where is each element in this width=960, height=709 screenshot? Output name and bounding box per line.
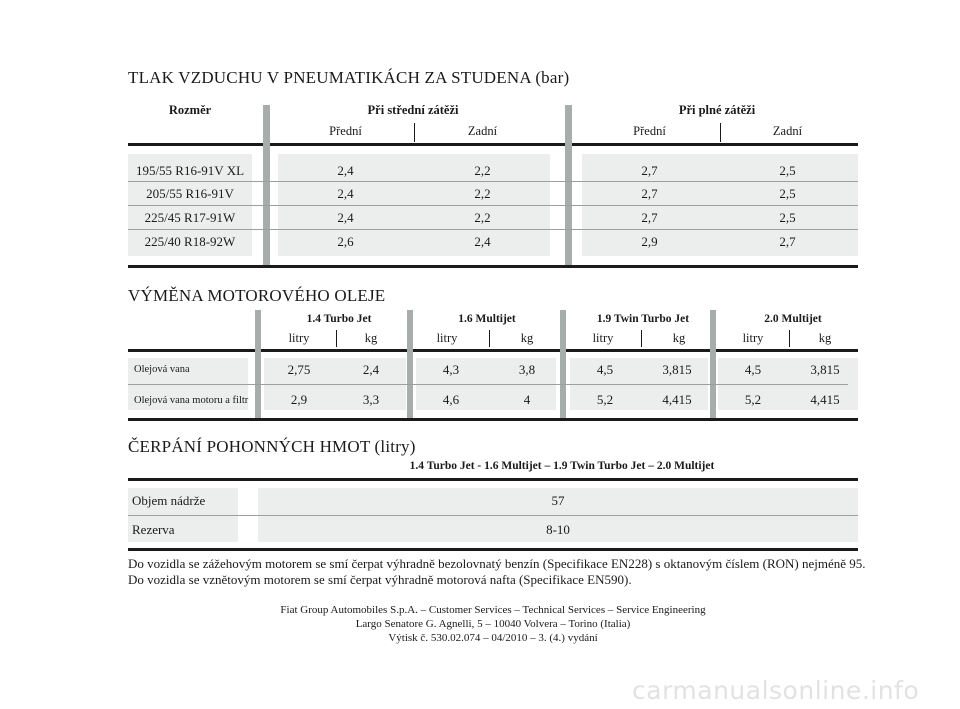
full-rear-value: 2,7 <box>779 234 796 249</box>
oil-value: 3,815 <box>810 362 840 377</box>
unit-kg: kg <box>364 331 378 345</box>
full-front-value: 2,7 <box>641 210 658 225</box>
oil-value: 5,2 <box>596 392 614 407</box>
oil-top-rule <box>128 349 858 352</box>
unit-divider <box>336 330 337 347</box>
mid-rear-value: 2,2 <box>474 186 491 201</box>
oil-row-label: Olejová vana <box>134 364 190 375</box>
oil-value: 3,3 <box>362 392 380 407</box>
oil-bottom-rule <box>128 418 858 421</box>
row-divider <box>128 205 858 206</box>
unit-divider <box>789 330 790 347</box>
fuel-engines-header: 1.4 Turbo Jet - 1.6 Multijet – 1.9 Twin Turbo Jet – 2.0 Multijet <box>409 460 715 472</box>
watermark: carmanualsonline.info <box>632 676 920 705</box>
row-divider <box>128 181 858 182</box>
unit-litres: litry <box>288 331 310 345</box>
oil-separator-bar <box>407 310 413 418</box>
unit-kg: kg <box>672 331 686 345</box>
mid-front-value: 2,6 <box>337 234 354 249</box>
mid-rear-value: 2,2 <box>474 210 491 225</box>
row-divider <box>128 384 848 385</box>
unit-kg: kg <box>818 331 832 345</box>
fuel-value: 57 <box>551 493 565 508</box>
fuel-note-diesel: Do vozidla se vznětovým motorem se smí čerpat výhradně motorová nafta (Specifikace EN590). <box>128 572 632 587</box>
fuel-top-rule <box>128 478 858 481</box>
engine-header: 1.6 Multijet <box>458 313 516 325</box>
medium-load-header: Při střední zátěži <box>367 103 459 117</box>
engine-header: 1.9 Twin Turbo Jet <box>596 313 690 325</box>
oil-value: 4,6 <box>442 392 460 407</box>
table-bottom-rule <box>128 265 858 268</box>
full-rear-value: 2,5 <box>779 210 796 225</box>
table-top-rule <box>128 143 858 146</box>
oil-value: 2,75 <box>287 362 311 377</box>
unit-kg: kg <box>520 331 534 345</box>
column-separator-bar <box>263 105 270 267</box>
unit-litres: litry <box>592 331 614 345</box>
tire-size: 225/45 R17-91W <box>144 210 236 225</box>
full-front-value: 2,9 <box>641 234 658 249</box>
mid-rear-value: 2,4 <box>474 234 491 249</box>
oil-value: 4,3 <box>442 362 460 377</box>
oil-value: 4,415 <box>662 392 692 407</box>
fuel-row-label: Objem nádrže <box>132 493 206 508</box>
full-front-value: 2,7 <box>641 186 658 201</box>
mid-rear-value: 2,2 <box>474 163 491 178</box>
unit-litres: litry <box>742 331 764 345</box>
row-divider <box>128 515 858 516</box>
oil-value: 4,5 <box>596 362 614 377</box>
subheader-divider <box>720 123 721 142</box>
tire-size: 195/55 R16-91V XL <box>135 163 245 178</box>
oil-value: 4 <box>523 392 531 407</box>
oil-value: 4,415 <box>810 392 840 407</box>
oil-value: 5,2 <box>744 392 762 407</box>
oil-row-label: Olejová vana motoru a filtr <box>134 395 249 406</box>
column-separator-bar <box>565 105 572 267</box>
mid-front-value: 2,4 <box>337 186 354 201</box>
engine-header: 1.4 Turbo Jet <box>306 313 372 325</box>
fuel-row-label: Rezerva <box>132 522 175 537</box>
oil-value: 2,4 <box>362 362 380 377</box>
mid-front-value: 2,4 <box>337 163 354 178</box>
fuel-value: 8-10 <box>546 522 570 537</box>
mid-front-value: 2,4 <box>337 210 354 225</box>
full-rear-value: 2,5 <box>779 163 796 178</box>
oil-value: 4,5 <box>744 362 762 377</box>
footer-publisher: Fiat Group Automobiles S.p.A. – Customer Services – Technical Services – Service Engineering <box>280 604 706 616</box>
full-rear-header: Zadní <box>772 124 803 138</box>
footer-address: Largo Senatore G. Agnelli, 5 – 10040 Volvera – Torino (Italia) <box>355 618 631 630</box>
unit-divider <box>641 330 642 347</box>
refuelling-title: ČERPÁNÍ POHONNÝCH HMOT (litry) <box>128 437 416 456</box>
footer-print-number: Výtisk č. 530.02.074 – 04/2010 – 3. (4.) vydání <box>388 632 598 644</box>
oil-value: 2,9 <box>290 392 308 407</box>
unit-litres: litry <box>436 331 458 345</box>
fuel-bottom-rule <box>128 548 858 551</box>
tire-size: 225/40 R18-92W <box>144 234 236 249</box>
oil-change-title: VÝMĚNA MOTOROVÉHO OLEJE <box>128 286 386 305</box>
row-divider <box>128 229 858 230</box>
oil-separator-bar <box>255 310 261 418</box>
full-load-header: Při plné zátěži <box>678 103 756 117</box>
size-column-header: Rozměr <box>168 103 212 117</box>
full-front-value: 2,7 <box>641 163 658 178</box>
mid-rear-header: Zadní <box>467 124 498 138</box>
fuel-note-petrol: Do vozidla se zážehovým motorem se smí čerpat výhradně bezolovnatý benzín (Specifikace EN228) s oktanovým číslem (RON) nejméně 95. <box>128 556 866 571</box>
tire-size: 205/55 R16-91V <box>146 186 234 201</box>
engine-header: 2.0 Multijet <box>764 313 822 325</box>
mid-front-header: Přední <box>329 124 362 138</box>
full-rear-value: 2,5 <box>779 186 796 201</box>
unit-divider <box>489 330 490 347</box>
oil-value: 3,8 <box>518 362 536 377</box>
tire-pressure-title: TLAK VZDUCHU V PNEUMATIKÁCH ZA STUDENA (bar) <box>128 68 570 87</box>
oil-value: 3,815 <box>662 362 692 377</box>
full-front-header: Přední <box>633 124 666 138</box>
subheader-divider <box>414 123 415 142</box>
